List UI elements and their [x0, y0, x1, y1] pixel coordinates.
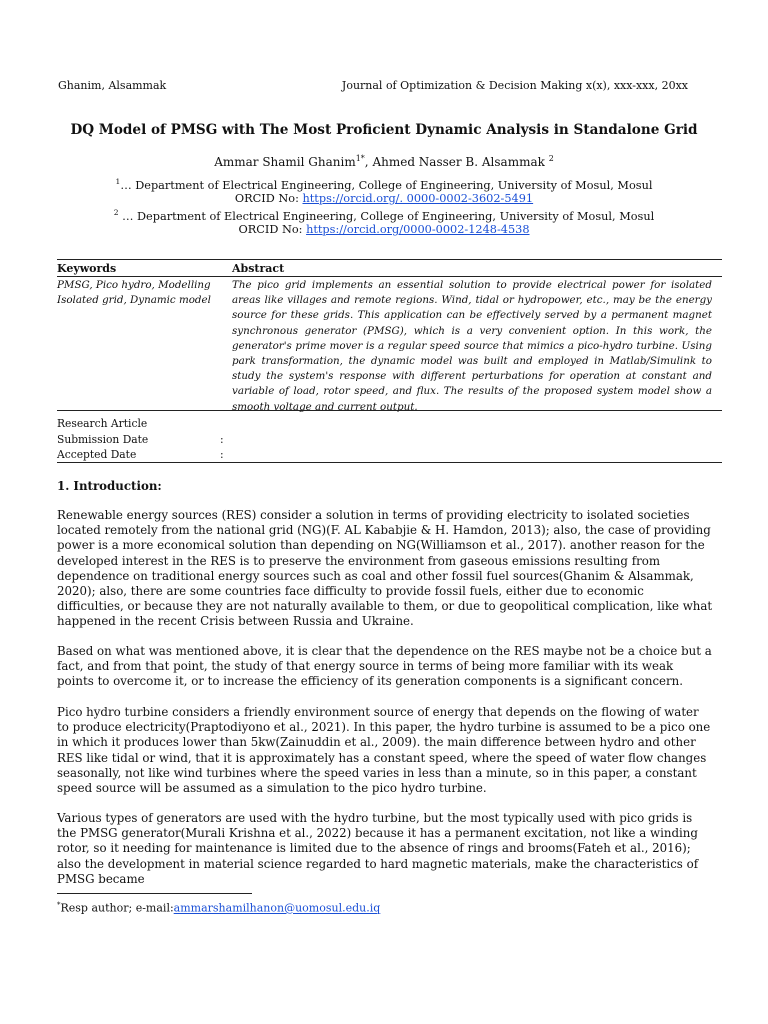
submission-date-colon: : — [220, 433, 224, 446]
orcid-2-link[interactable]: https://orcid.org/0000-0002-1248-4538 — [306, 223, 530, 236]
table-header-rule — [57, 276, 722, 277]
footnote-marker: * — [57, 901, 61, 909]
submission-date-label: Submission Date — [57, 433, 149, 446]
abstract-text: The pico grid implements an essential solution to provide electrical power for isolated areas like villages and remote regions. Wind, tidal or hydropower, etc., may be the energy source for these grids. This application can be effectively served by a permanent magnet synchronous generator (PMSG), which is a very convenient option. In this work, the generator's prime mover is a regular speed source that mimics a pico-hydro turbine. Using park transformation, the dynamic model was built and employed in Matlab/Simulink to study the system's response with different perturbations for operation at constant and variable of load, rotor speed, and flux. The results of the proposed system model show a smooth voltage and current output. — [232, 279, 712, 413]
paragraph-4: Various types of generators are used with the hydro turbine, but the most typically used with pico grids is the PMSG generator(Murali Krishna et al., 2022) because it has a permanent excitation, not like a winding rotor, so it needing for maintenance is limited due to the absence of rings and brooms(Fateh et al., 2016); also the development in material science regarded to hard magnetic materials, make the characteristics of PMSG became — [57, 811, 699, 886]
affiliation-2 — [0, 208, 768, 223]
table-top-rule — [57, 259, 722, 260]
author-email-link[interactable]: ammarshamilhanon@uomosul.edu.iq — [173, 901, 381, 915]
keywords-text: PMSG, Pico hydro, Modelling Isolated grid, Dynamic model — [57, 279, 211, 307]
footnote — [57, 901, 380, 915]
accepted-date-label: Accepted Date — [57, 448, 137, 461]
orcid-2-line — [0, 223, 768, 236]
author-2-superscript: 2 — [548, 154, 554, 163]
running-head-authors: Ghanim, Alsammak — [58, 79, 167, 92]
keywords-heading: Keywords — [57, 262, 117, 275]
running-head-journal: Journal of Optimization & Decision Making x(x), xxx-xxx, 20xx — [341, 79, 688, 92]
affiliation-1 — [0, 177, 768, 192]
paper-title: DQ Model of PMSG with The Most Proficient Dynamic Analysis in Standalone Grid — [70, 122, 698, 138]
table-middle-rule — [57, 410, 722, 411]
author-separator: , — [364, 155, 373, 169]
author-1: Ammar Shamil Ghanim — [214, 155, 356, 169]
article-type: Research Article — [57, 417, 148, 430]
affiliation-2-text: … Department of Electrical Engineering, College of Engineering, University of Mosul, Mosul — [118, 209, 655, 223]
section-heading: 1. Introduction: — [57, 479, 162, 493]
affiliation-2-superscript: 2 — [113, 208, 119, 217]
footnote-text: Resp author; e-mail: — [60, 901, 174, 915]
author-line — [0, 154, 768, 169]
affiliation-1-superscript: 1 — [115, 177, 121, 186]
footnote-rule — [57, 893, 252, 894]
author-1-superscript: 1* — [355, 154, 365, 163]
accepted-date-colon: : — [220, 448, 224, 461]
abstract-heading: Abstract — [232, 262, 285, 275]
paragraph-3: Pico hydro turbine considers a friendly environment source of energy that depends on the flowing of water to produce electricity(Praptodiyono et al., 2021). In this paper, the hydro turbine is assumed to be a pico one in which it produces lower than 5kw(Zainuddin et al., 2009). the main difference between hydro and other RES like tidal or wind, that it is approximately has a constant speed, where the speed of water flow changes seasonally, not like wind turbines where the speed varies in less than a minute, so in this paper, a constant speed source will be assumed as a simulation to the pico hydro turbine. — [57, 705, 711, 796]
author-2: Ahmed Nasser B. Alsammak — [372, 155, 545, 169]
orcid-1-line — [0, 192, 768, 205]
orcid-1-link[interactable]: https://orcid.org/. 0000-0002-3602-5491 — [302, 192, 534, 205]
running-head — [58, 79, 688, 92]
table-bottom-rule — [57, 462, 722, 463]
paragraph-2: Based on what was mentioned above, it is clear that the dependence on the RES maybe not be a choice but a fact, and from that point, the study of that energy source in terms of being more familiar with its weak points to overcome it, or to increase the efficiency of its generation components is a significant concern. — [57, 644, 712, 689]
affiliation-1-text: … Department of Electrical Engineering, College of Engineering, University of Mosul, Mosul — [120, 178, 653, 192]
orcid-2-label: ORCID No: — [238, 223, 307, 236]
orcid-1-label: ORCID No: — [234, 192, 303, 205]
paragraph-1: Renewable energy sources (RES) consider a solution in terms of providing electricity to isolated societies located remotely from the national grid (NG)(F. AL Kababjie & H. Hamdon, 2013); also, the case of providing power is a more economical solution than depending on NG(Williamson et al., 2017). another reason for the developed interest in the RES is to preserve the environment from gaseous emissions resulting from dependence on traditional energy sources such as coal and other fossil fuel sources(Ghanim & Alsammak, 2020); also, there are some countries face difficulty to provide fossil fuels, either due to economic difficulties, or because they are not naturally available to them, or due to geopolitical complication, like what happened in the recent Crisis between Russia and Ukraine. — [57, 508, 713, 629]
